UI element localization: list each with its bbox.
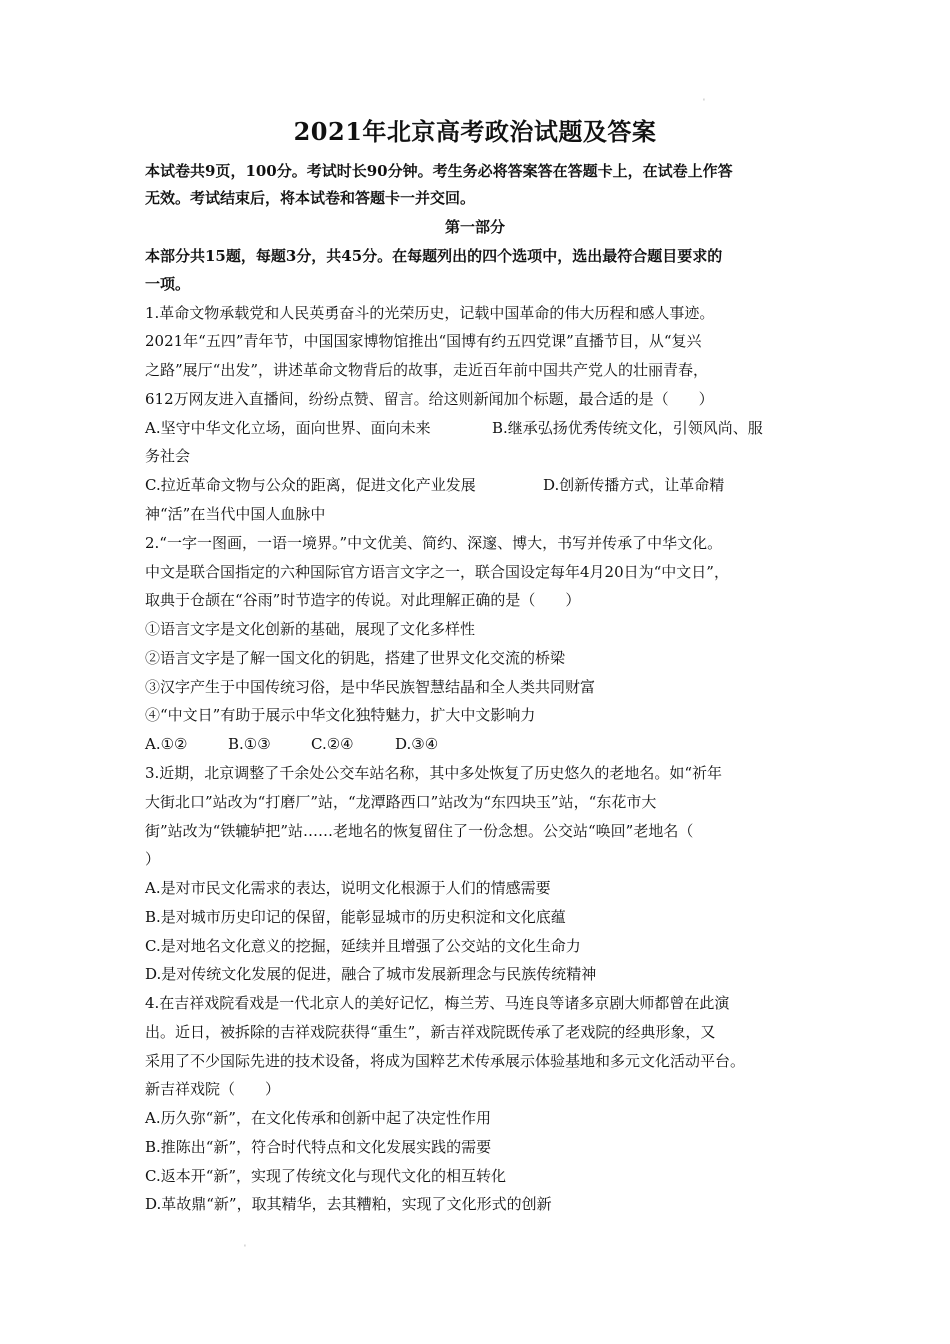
q1-option-b: B.继承弘扬优秀传统文化，引领风尚、服	[492, 419, 763, 437]
corner-mark-bottom: '	[244, 1244, 246, 1252]
q3-option-b: B.是对城市历史印记的保留，能彰显城市的历史积淀和文化底蕴	[145, 908, 566, 926]
q2-item-4: ④“中文日”有助于展示中华文化独特魅力，扩大中文影响力	[145, 706, 536, 724]
q2-option-d: D.③④	[395, 735, 439, 753]
q2-options-row	[145, 733, 825, 755]
part-desc-line-1: 本部分共15题，每题3分，共45分。在每题列出的四个选项中，选出最符合题目要求的	[145, 247, 723, 265]
q2-stem-line-2: 中文是联合国指定的六种国际官方语言文字之一，联合国设定每年4月20日为“中文日”，	[145, 563, 729, 581]
q1-option-a: A.坚守中华文化立场，面向世界、面向未来	[145, 419, 431, 437]
q2-option-b: B.①③	[228, 735, 271, 753]
q3-stem-line-4: ）	[145, 850, 161, 868]
q1-stem-line-3: 之路”展厅“出发”，讲述革命文物背后的故事，走近百年前中国共产党人的壮丽青春，	[145, 361, 709, 379]
q1-stem-line-2: 2021年“五四”青年节，中国国家博物馆推出“国博有约五四党课”直播节目，从“复兴	[145, 332, 702, 350]
q4-stem-line-3: 采用了不少国际先进的技术设备，将成为国粹艺术传承展示体验基地和多元文化活动平台。	[145, 1052, 746, 1070]
q3-stem-line-3: 街”站改为“铁辘轳把”站……老地名的恢复留住了一份念想。公交站“唤回”老地名（	[145, 822, 694, 840]
q4-option-a: A.历久弥“新”，在文化传承和创新中起了决定性作用	[145, 1109, 491, 1127]
q4-option-c: C.返本开“新”，实现了传统文化与现代文化的相互转化	[145, 1167, 507, 1185]
q2-stem-line-3: 取典于仓颉在“谷雨”时节造字的传说。对此理解正确的是（ ）	[145, 591, 581, 609]
q1-options-row-2	[145, 474, 825, 496]
q4-stem-line-1: 4.在吉祥戏院看戏是一代北京人的美好记忆，梅兰芳、马连良等诸多京剧大师都曾在此演	[145, 994, 730, 1012]
instruction-line-2: 无效。考试结束后，将本试卷和答题卡一并交回。	[145, 189, 476, 207]
instruction-line-1: 本试卷共9页，100分。考试时长90分钟。考生务必将答案答在答题卡上，在试卷上作答	[145, 162, 733, 180]
part-title: 第一部分	[444, 218, 505, 236]
q1-option-c: C.拉近革命文物与公众的距离，促进文化产业发展	[145, 476, 476, 494]
q2-stem-line-1: 2.“一字一图画，一语一境界。”中文优美、简约、深邃、博大，书写并传承了中华文化。	[145, 534, 723, 552]
part-desc-line-2: 一项。	[145, 275, 191, 293]
q4-option-b: B.推陈出“新”，符合时代特点和文化发展实践的需要	[145, 1138, 492, 1156]
q3-option-c: C.是对地名文化意义的挖掘，延续并且增强了公交站的文化生命力	[145, 937, 581, 955]
q2-option-c: C.②④	[311, 735, 354, 753]
q3-stem-line-2: 大街北口”站改为“打磨厂”站，“龙潭路西口”站改为“东四块玉”站，“东花市大	[145, 793, 657, 811]
q1-options-row-1	[145, 417, 825, 439]
q1-stem-line-1: 1.革命文物承载党和人民英勇奋斗的光荣历史，记载中国革命的伟大历程和感人事迹。	[145, 304, 715, 322]
q1-option-d-cont: 神“活”在当代中国人血脉中	[145, 505, 326, 523]
q4-stem-line-2: 出。近日，被拆除的吉祥戏院获得“重生”，新吉祥戏院既传承了老戏院的经典形象，又	[145, 1023, 716, 1041]
q1-stem-line-4: 612万网友进入直播间，纷纷点赞、留言。给这则新闻加个标题，最合适的是（ ）	[145, 390, 714, 408]
page-title: 2021年北京高考政治试题及答案	[293, 117, 657, 146]
corner-mark-top: '	[703, 98, 705, 106]
q2-option-a: A.①②	[145, 735, 188, 753]
q1-option-d: D.创新传播方式，让革命精	[543, 476, 725, 494]
q3-option-a: A.是对市民文化需求的表达，说明文化根源于人们的情感需要	[145, 879, 551, 897]
q1-option-b-cont: 务社会	[145, 447, 191, 465]
q4-stem-line-4: 新吉祥戏院（ ）	[145, 1080, 281, 1098]
q3-option-d: D.是对传统文化发展的促进，融合了城市发展新理念与民族传统精神	[145, 965, 597, 983]
q2-item-2: ②语言文字是了解一国文化的钥匙，搭建了世界文化交流的桥梁	[145, 649, 566, 667]
q3-stem-line-1: 3.近期，北京调整了千余处公交车站名称，其中多处恢复了历史悠久的老地名。如“祈年	[145, 764, 722, 782]
q2-item-1: ①语言文字是文化创新的基础，展现了文化多样性	[145, 620, 476, 638]
q2-item-3: ③汉字产生于中国传统习俗，是中华民族智慧结晶和全人类共同财富	[145, 678, 596, 696]
q4-option-d: D.革故鼎“新”，取其精华，去其糟粕，实现了文化形式的创新	[145, 1195, 552, 1213]
